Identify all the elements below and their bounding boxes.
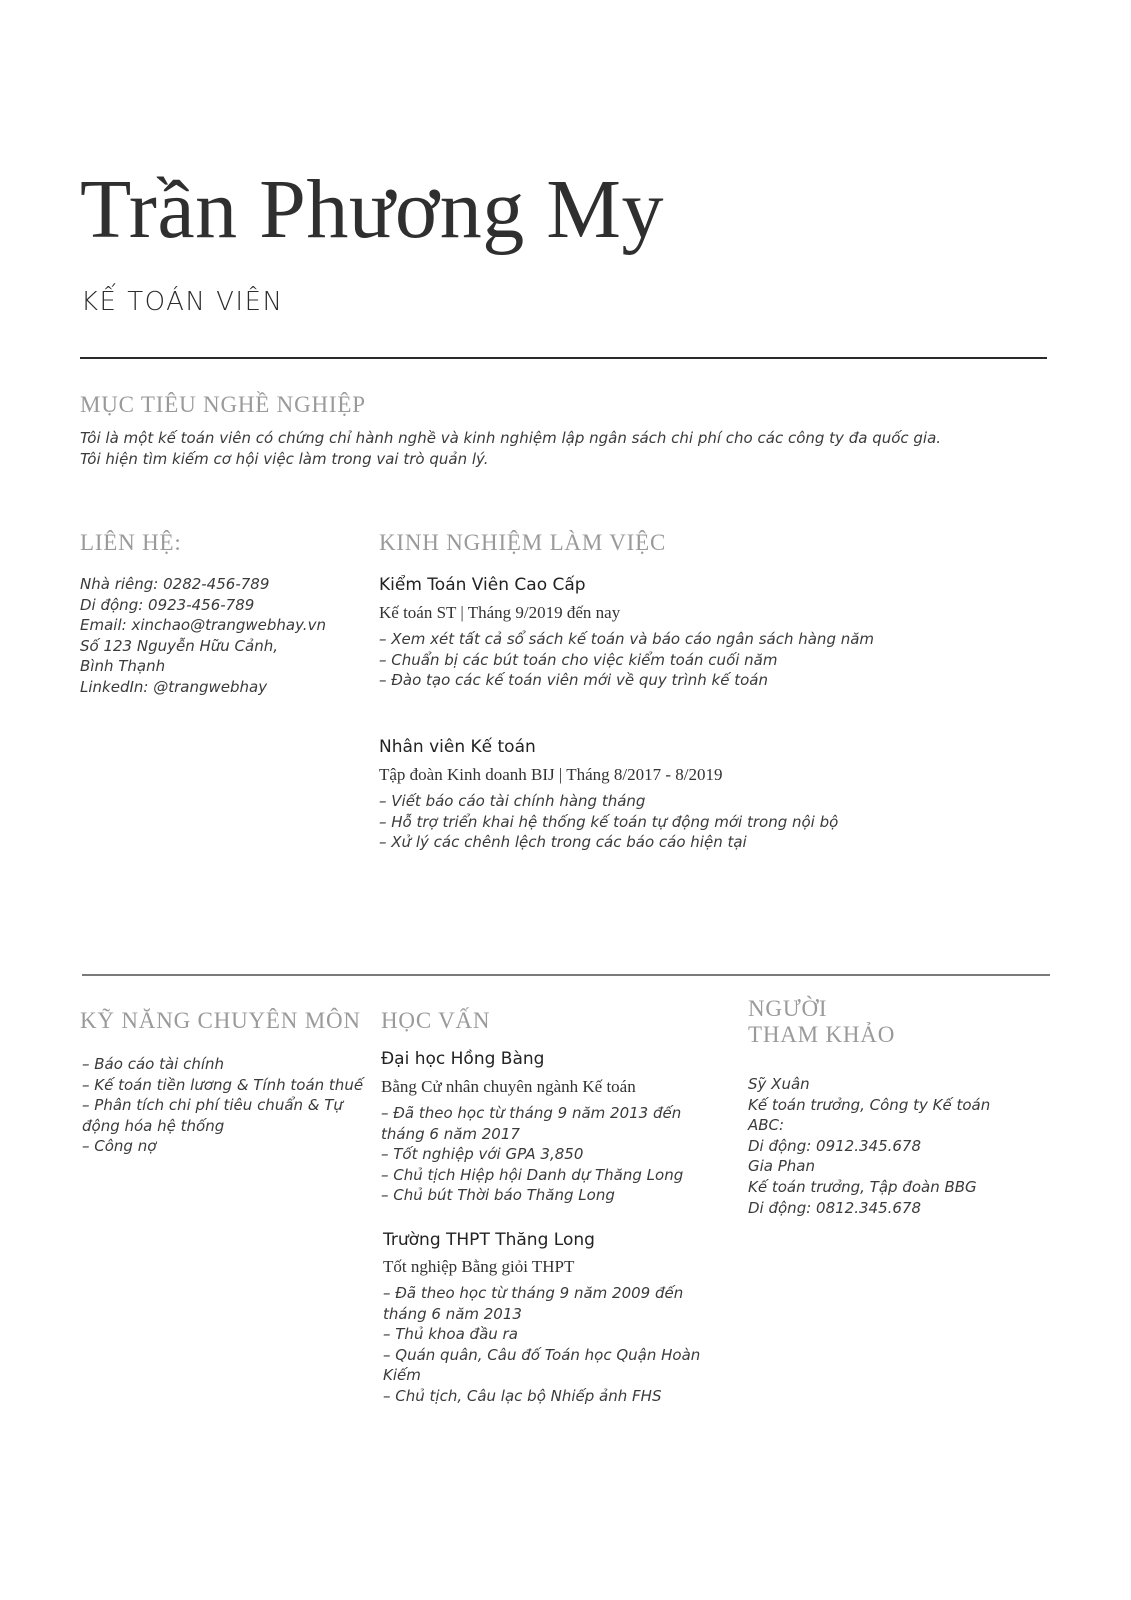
references-list <box>748 1074 1028 1218</box>
job-bullet: – Hỗ trợ triển khai hệ thống kế toán tự động mới trong nội bộ <box>379 812 839 831</box>
school-degree: Tốt nghiệp Bằng giỏi THPT <box>383 1257 575 1276</box>
skill-item: – Công nợ <box>82 1137 157 1156</box>
reference-phone: Di động: 0912.345.678 <box>748 1136 922 1155</box>
candidate-role: KẾ TOÁN VIÊN <box>81 287 284 317</box>
reference-name: Sỹ Xuân <box>748 1075 810 1093</box>
contact-linkedin: LinkedIn: @trangwebhay <box>80 677 268 696</box>
education-heading: HỌC VẤN <box>381 1008 491 1033</box>
job-company-dates: Tập đoàn Kinh doanh BIJ | Tháng 8/2017 - 8/2019 <box>379 765 723 784</box>
skill-item: – Báo cáo tài chính <box>82 1055 225 1073</box>
contact-address-line1: Số 123 Nguyễn Hữu Cảnh, <box>80 636 279 655</box>
school-bullet: – Chủ bút Thời báo Thăng Long <box>381 1186 615 1205</box>
school-name: Trường THPT Thăng Long <box>383 1230 595 1250</box>
school-degree: Bằng Cử nhân chuyên ngành Kế toán <box>381 1077 636 1096</box>
skill-item: – Kế toán tiền lương & Tính toán thuế <box>82 1075 364 1094</box>
experience-heading: KINH NGHIỆM LÀM VIỆC <box>379 530 667 555</box>
job-title: Nhân viên Kế toán <box>379 737 536 757</box>
references-heading <box>748 996 895 1049</box>
job-bullet: – Viết báo cáo tài chính hàng tháng <box>379 792 646 810</box>
contact-heading: LIÊN HỆ: <box>80 530 182 555</box>
job-bullets <box>379 629 874 691</box>
contact-list <box>80 574 326 698</box>
references-heading-line: NGƯỜI <box>748 996 828 1021</box>
job-bullets <box>379 791 838 853</box>
school-bullet: – Đã theo học từ tháng 9 năm 2013 đến tháng 6 năm 2017 <box>381 1104 682 1143</box>
reference-title: Kế toán trưởng, Công ty Kế toán ABC: <box>748 1095 991 1135</box>
references-heading-line: THAM KHẢO <box>748 1022 896 1048</box>
school-bullets <box>381 1103 716 1206</box>
job-bullet: – Chuẩn bị các bút toán cho việc kiểm toán cuối năm <box>379 650 778 669</box>
candidate-name: Trần Phương My <box>80 163 664 256</box>
school-bullet: – Quán quân, Câu đố Toán học Quận Hoàn Kiếm <box>383 1345 701 1385</box>
skill-item: – Phân tích chi phí tiêu chuẩn & Tự động hóa hệ thống <box>82 1096 343 1135</box>
school-bullet: – Đã theo học từ tháng 9 năm 2009 đến tháng 6 năm 2013 <box>383 1284 684 1323</box>
objective-line: Tôi hiện tìm kiếm cơ hội việc làm trong vai trò quản lý. <box>80 449 489 468</box>
contact-home-phone: Nhà riêng: 0282-456-789 <box>80 575 270 593</box>
objective-line: Tôi là một kế toán viên có chứng chỉ hành nghề và kinh nghiệm lập ngân sách chi phí cho các công ty đa quốc gia. <box>80 429 942 447</box>
job-company-dates: Kế toán ST | Tháng 9/2019 đến nay <box>379 603 621 622</box>
job-bullet: – Xem xét tất cả sổ sách kế toán và báo cáo ngân sách hàng năm <box>379 630 875 648</box>
school-bullets <box>383 1283 718 1407</box>
header-divider <box>80 357 1047 359</box>
reference-phone: Di động: 0812.345.678 <box>748 1198 922 1217</box>
job-bullet: – Xử lý các chênh lệch trong các báo cáo hiện tại <box>379 833 747 852</box>
job-bullet: – Đào tạo các kế toán viên mới về quy trình kế toán <box>379 671 768 690</box>
objective-text <box>80 428 1040 469</box>
job-title: Kiểm Toán Viên Cao Cấp <box>379 575 586 595</box>
section-divider <box>82 974 1050 976</box>
skills-list <box>82 1054 372 1157</box>
school-bullet: – Chủ tịch Hiệp hội Danh dự Thăng Long <box>381 1165 684 1184</box>
school-name: Đại học Hồng Bàng <box>381 1049 545 1069</box>
objective-heading: MỤC TIÊU NGHỀ NGHIỆP <box>80 392 366 417</box>
skills-heading: KỸ NĂNG CHUYÊN MÔN <box>80 1008 361 1033</box>
contact-mobile: Di động: 0923-456-789 <box>80 595 255 614</box>
reference-name: Gia Phan <box>748 1157 816 1176</box>
contact-address-line2: Bình Thạnh <box>80 657 166 676</box>
school-bullet: – Thủ khoa đầu ra <box>383 1325 518 1344</box>
reference-title: Kế toán trưởng, Tập đoàn BBG <box>748 1177 977 1196</box>
school-bullet: – Tốt nghiệp với GPA 3,850 <box>381 1145 584 1164</box>
school-bullet: – Chủ tịch, Câu lạc bộ Nhiếp ảnh FHS <box>383 1386 662 1405</box>
contact-email: Email: xinchao@trangwebhay.vn <box>80 616 326 635</box>
